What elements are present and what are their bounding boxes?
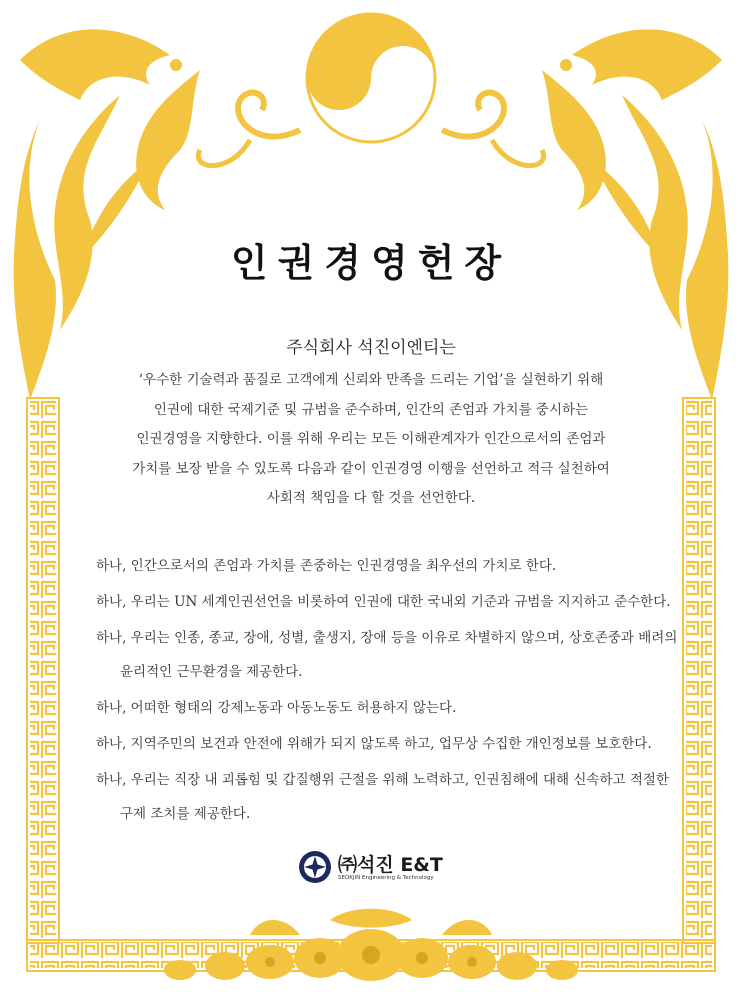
left-meander-band (30, 400, 56, 940)
pledge-item: 하나, 우리는 UN 세계인권선언을 비롯하여 인권에 대한 국내외 기준과 규범을 지지하고 준수한다. (96, 594, 671, 610)
pledge-item: 하나, 지역주민의 보건과 안전에 위해가 되지 않도록 하고, 업무상 수집한 개인정보를 보호한다. (96, 736, 652, 752)
taegeuk-emblem-icon (307, 14, 435, 142)
intro-line: ‘우수한 기술력과 품질로 고객에게 신뢰와 만족을 드리는 기업’을 실현하기 위해 (138, 372, 604, 388)
pledge-item-continuation: 구제 조치를 제공한다. (120, 806, 251, 822)
logo-subtitle: SEOKJIN Engineering & Technology (338, 875, 434, 881)
page-title: 인권경영헌장 (230, 241, 512, 285)
logo-name: ㈜석진 E&T (338, 854, 443, 876)
intro-line: 인권경영을 지향한다. 이를 위해 우리는 모든 이해관계자가 인간으로서의 존엄과 (136, 431, 606, 447)
intro-line: 인권에 대한 국제기준 및 규범을 준수하며, 인간의 존엄과 가치를 중시하는 (153, 401, 589, 418)
pledge-item-continuation: 윤리적인 근무환경을 제공한다. (120, 664, 303, 680)
pledge-list (96, 552, 678, 836)
intro-paragraph (95, 366, 647, 514)
intro-line: 가치를 보장 받을 수 있도록 다음과 같이 인권경영 이행을 선언하고 적극 실천하여 (132, 460, 610, 477)
pledge-item: 하나, 어떠한 형태의 강제노동과 아동노동도 허용하지 않는다. (96, 700, 457, 716)
company-heading: 주식회사 석진이엔티는 (286, 338, 456, 358)
seokjin-star-logo-icon (298, 850, 332, 884)
pledge-item: 하나, 우리는 인종, 종교, 장애, 성별, 출생지, 장애 등을 이유로 차별하지 않으며, 상호존중과 배려의 (96, 630, 678, 646)
pledge-item: 하나, 우리는 직장 내 괴롭힘 및 갑질행위 근절을 위해 노력하고, 인권침해에 대해 신속하고 적절한 (96, 772, 669, 788)
right-meander-band (686, 400, 712, 940)
company-logo (298, 846, 458, 890)
pledge-item: 하나, 인간으로서의 존엄과 가치를 존중하는 인권경영을 최우선의 가치로 한다. (96, 558, 557, 574)
intro-line: 사회적 책임을 다 할 것을 선언한다. (266, 490, 476, 506)
